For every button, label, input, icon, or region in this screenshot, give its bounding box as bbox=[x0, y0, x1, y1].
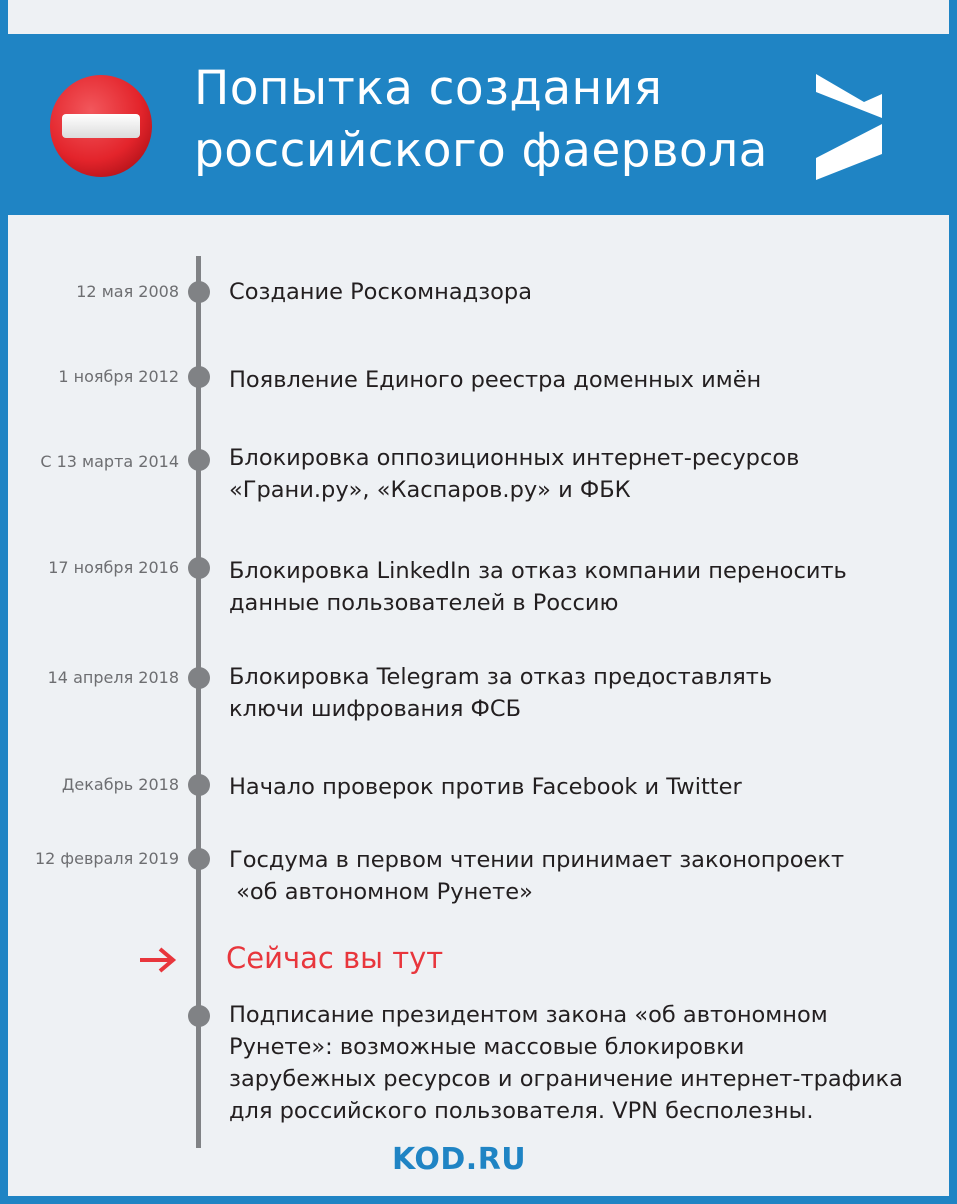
future-event-description bbox=[229, 999, 903, 1127]
now-marker-label: Сейчас вы тут bbox=[226, 941, 444, 975]
event-date: 12 мая 2008 bbox=[76, 282, 179, 301]
event-dot bbox=[188, 774, 210, 796]
event-date: 14 апреля 2018 bbox=[47, 668, 179, 687]
event-date: 17 ноября 2016 bbox=[48, 558, 179, 577]
event-description-line: данные пользователей в Россию bbox=[229, 590, 619, 616]
page-title bbox=[194, 58, 768, 182]
event-description bbox=[229, 364, 761, 396]
event-description-line: Блокировка LinkedIn за отказ компании переносить bbox=[229, 558, 847, 584]
event-dot bbox=[188, 366, 210, 388]
top-strip bbox=[8, 0, 949, 34]
event-dot bbox=[188, 281, 210, 303]
event-description bbox=[229, 442, 799, 506]
event-date: 1 ноября 2012 bbox=[58, 367, 179, 386]
event-date: 12 февраля 2019 bbox=[34, 849, 179, 868]
event-description-line: Рунете»: возможные массовые блокировки bbox=[229, 1034, 745, 1060]
event-description-line: Госдума в первом чтении принимает законопроект bbox=[229, 847, 845, 873]
event-description bbox=[229, 844, 844, 908]
title-line-2: российского фаервола bbox=[194, 123, 768, 178]
event-description bbox=[229, 555, 847, 619]
footer-brand: KOD.RU bbox=[392, 1142, 527, 1177]
event-dot bbox=[188, 667, 210, 689]
event-description-line: Подписание президентом закона «об автономном bbox=[229, 1002, 828, 1028]
header-banner bbox=[0, 34, 957, 215]
event-description-line: Блокировка Telegram за отказ предоставлять bbox=[229, 664, 773, 690]
event-date: С 13 марта 2014 bbox=[40, 452, 179, 471]
event-description-line: ключи шифрования ФСБ bbox=[229, 696, 522, 722]
event-description-line: Появление Единого реестра доменных имён bbox=[229, 367, 762, 393]
event-description-line: Создание Роскомнадзора bbox=[229, 279, 533, 305]
event-description-line: «об автономном Рунете» bbox=[229, 879, 533, 905]
event-description-line: «Грани.ру», «Каспаров.ру» и ФБК bbox=[229, 477, 631, 503]
event-description bbox=[229, 661, 772, 725]
event-dot bbox=[188, 1005, 210, 1027]
event-description-line: Начало проверок против Facebook и Twitter bbox=[229, 774, 742, 800]
no-entry-icon bbox=[49, 74, 153, 178]
event-description bbox=[229, 771, 742, 803]
event-description-line: зарубежных ресурсов и ограничение интернет-трафика bbox=[229, 1066, 903, 1092]
event-dot bbox=[188, 449, 210, 471]
event-date: Декабрь 2018 bbox=[61, 775, 179, 794]
event-dot bbox=[188, 848, 210, 870]
arrow-right-icon bbox=[138, 946, 178, 974]
event-description-line: Блокировка оппозиционных интернет-ресурсов bbox=[229, 445, 800, 471]
event-dot bbox=[188, 557, 210, 579]
event-description-line: для российского пользователя. VPN бесполезны. bbox=[229, 1098, 814, 1124]
chevron-logo-icon bbox=[814, 72, 886, 182]
event-description bbox=[229, 276, 532, 308]
title-line-1: Попытка создания bbox=[194, 61, 663, 116]
